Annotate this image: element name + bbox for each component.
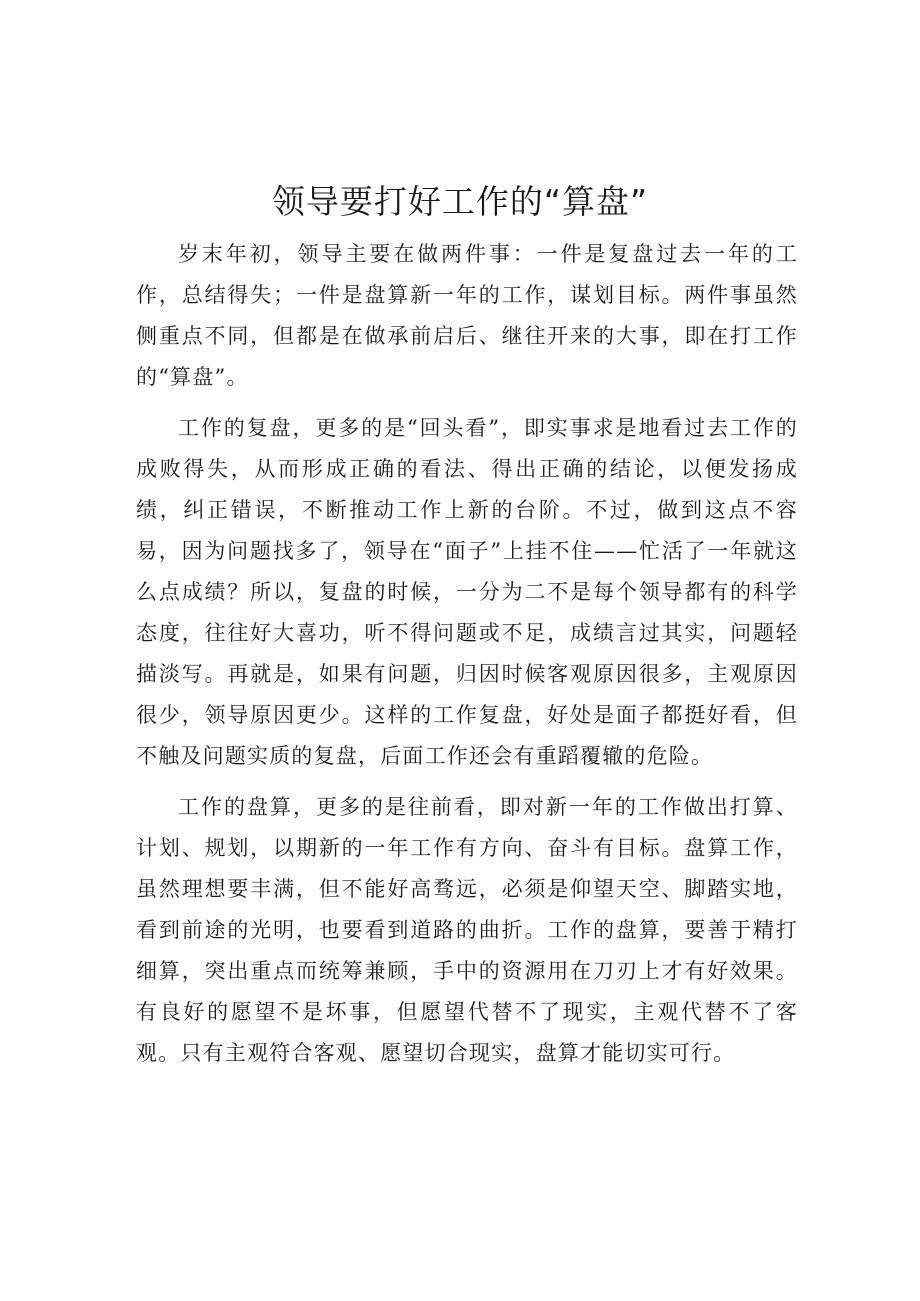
paragraph-3: 工作的盘算，更多的是往前看，即对新一年的工作做出打算、计划、规划，以期新的一年工作有方向、奋斗有目标。盘算工作，虽然理想要丰满，但不能好高骛远，必须是仰望天空、脚踏实地，看到前途的光明，也要看到道路的曲折。工作的盘算，要善于精打细算，突出重点而统筹兼顾，手中的资源用在刀刃上才有好效果。有良好的愿望不是坏事，但愿望代替不了现实，主观代替不了客观。只有主观符合客观、愿望切合现实，盘算才能切实可行。 — [136, 795, 798, 1065]
document-body — [136, 234, 798, 1074]
document-title: 领导要打好工作的“算盘” — [271, 182, 649, 221]
paragraph-2: 工作的复盘，更多的是“回头看”，即实事求是地看过去工作的成败得失，从而形成正确的看法、得出正确的结论，以便发扬成绩，纠正错误，不断推动工作上新的台阶。不过，做到这点不容易，因为问题找多了，领导在“面子”上挂不住——忙活了一年就这么点成绩？所以，复盘的时候，一分为二不是每个领导都有的科学态度，往往好大喜功，听不得问题或不足，成绩言过其实，问题轻描淡写。再就是，如果有问题，归因时候客观原因很多，主观原因很少，领导原因更少。这样的工作复盘，好处是面子都挺好看，但不触及问题实质的复盘，后面工作还会有重蹈覆辙的危险。 — [136, 416, 798, 768]
paragraph-1: 岁末年初，领导主要在做两件事：一件是复盘过去一年的工作，总结得失；一件是盘算新一年的工作，谋划目标。两件事虽然侧重点不同，但都是在做承前启后、继往开来的大事，即在打工作的“算盘”。 — [136, 242, 798, 389]
